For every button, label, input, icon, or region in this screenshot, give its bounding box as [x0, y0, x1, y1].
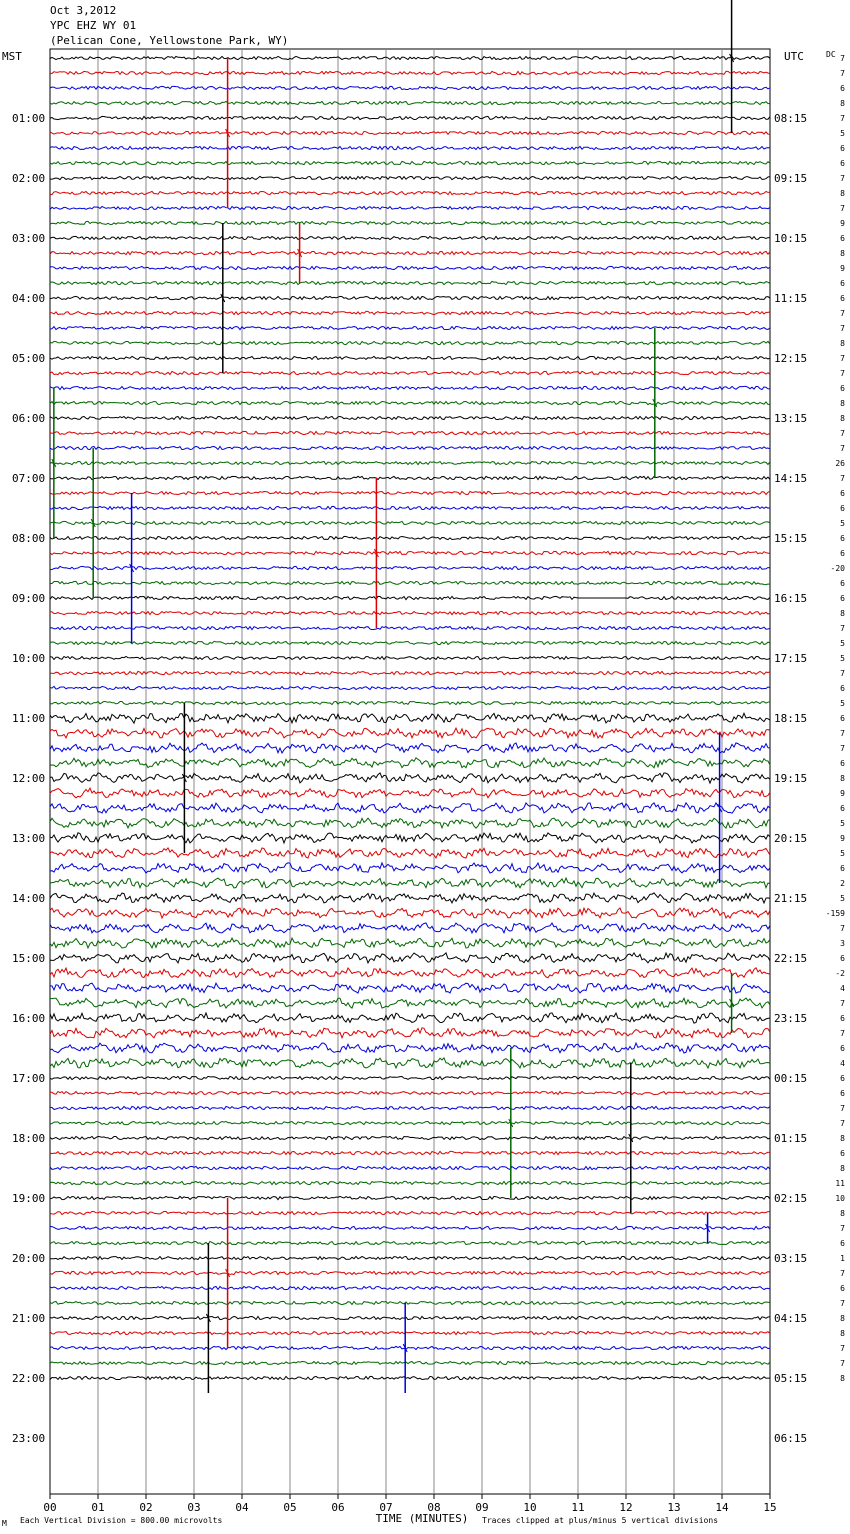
dc-offset-label: 5	[840, 639, 845, 648]
dc-offset-label: 8	[840, 1314, 845, 1323]
trace-line	[50, 281, 770, 284]
trace-line	[50, 818, 770, 828]
dc-offset-label: 5	[840, 699, 845, 708]
dc-offset-label: 8	[840, 774, 845, 783]
dc-offset-label: 6	[840, 594, 845, 603]
utc-hour-label: 19:15	[774, 772, 808, 785]
dc-offset-label: 6	[840, 84, 845, 93]
dc-offset-label: 6	[840, 534, 845, 543]
trace-line	[50, 431, 770, 434]
trace-line	[50, 641, 770, 644]
x-tick-label: 11	[571, 1501, 585, 1514]
trace-line	[50, 626, 770, 629]
dc-offset-label: 7	[840, 309, 845, 318]
utc-hour-label: 13:15	[774, 412, 808, 425]
dc-offset-label: 8	[840, 1209, 845, 1218]
trace-line	[50, 551, 770, 554]
trace-line	[50, 713, 770, 723]
trace-line	[50, 1013, 770, 1023]
dc-offset-label: 6	[840, 279, 845, 288]
dc-offset-label: 7	[840, 324, 845, 333]
trace-line	[50, 1106, 770, 1109]
trace-line	[50, 1226, 770, 1229]
x-tick-label: 06	[331, 1501, 345, 1514]
trace-line	[50, 401, 770, 404]
dc-offset-label: 6	[840, 759, 845, 768]
utc-hour-label: 10:15	[774, 232, 808, 245]
utc-hour-label: 01:15	[774, 1132, 808, 1145]
utc-hour-label: 08:15	[774, 112, 808, 125]
x-tick-label: 02	[139, 1501, 153, 1514]
mst-hour-label: 19:00	[12, 1192, 46, 1205]
dc-offset-label: 6	[840, 804, 845, 813]
dc-offset-label: 6	[840, 864, 845, 873]
trace-line	[50, 1376, 770, 1379]
trace-line	[50, 1286, 770, 1289]
dc-offset-label: 6	[840, 1044, 845, 1053]
mst-hour-label: 06:00	[12, 412, 46, 425]
mst-hour-label: 21:00	[12, 1312, 46, 1325]
trace-line	[50, 938, 770, 948]
dc-offset-label: 7	[840, 1119, 845, 1128]
trace-line	[50, 116, 770, 119]
trace-line	[50, 1136, 770, 1139]
trace-line	[50, 848, 770, 858]
dc-offset-label: 5	[840, 894, 845, 903]
clip-note: Traces clipped at plus/minus 5 vertical divisions	[482, 1516, 719, 1525]
x-tick-label: 08	[427, 1501, 441, 1514]
utc-hour-label: 23:15	[774, 1012, 808, 1025]
mst-hour-label: 09:00	[12, 592, 46, 605]
trace-line	[50, 326, 770, 329]
x-tick-label: 09	[475, 1501, 489, 1514]
trace-line	[50, 191, 770, 194]
trace-line	[50, 1181, 770, 1184]
dc-offset-label: 6	[840, 579, 845, 588]
utc-hour-label: 17:15	[774, 652, 808, 665]
dc-offset-label: 7	[840, 924, 845, 933]
trace-line	[50, 371, 770, 374]
trace-line	[50, 1058, 770, 1068]
x-tick-label: 01	[91, 1501, 105, 1514]
dc-offset-label: -2	[835, 969, 845, 978]
mst-hour-label: 01:00	[12, 112, 46, 125]
trace-line	[50, 686, 770, 689]
utc-hour-label: 04:15	[774, 1312, 808, 1325]
utc-hour-label: 06:15	[774, 1432, 808, 1445]
trace-line	[50, 968, 770, 978]
dc-offset-label: 3	[840, 939, 845, 948]
trace-line	[50, 1271, 770, 1274]
mst-hour-label: 10:00	[12, 652, 46, 665]
dc-offset-label: 7	[840, 1344, 845, 1353]
mst-hour-label: 11:00	[12, 712, 46, 725]
trace-line	[50, 581, 770, 584]
utc-hour-label: 18:15	[774, 712, 808, 725]
dc-offset-label: 8	[840, 189, 845, 198]
dc-offset-label: 2	[840, 879, 845, 888]
trace-line	[50, 1346, 770, 1349]
dc-offset-label: 8	[840, 1374, 845, 1383]
trace-line	[50, 953, 770, 963]
mst-hour-label: 02:00	[12, 172, 46, 185]
trace-line	[50, 341, 770, 344]
trace-line	[50, 536, 770, 539]
utc-hour-label: 02:15	[774, 1192, 808, 1205]
dc-offset-label: 6	[840, 234, 845, 243]
trace-line	[50, 1092, 770, 1095]
dc-offset-label: 7	[840, 429, 845, 438]
utc-hour-label: 12:15	[774, 352, 808, 365]
trace-line	[50, 803, 770, 813]
trace-line	[50, 701, 770, 704]
dc-offset-label: 6	[840, 1074, 845, 1083]
station-code: YPC EHZ WY 01	[50, 19, 137, 32]
trace-line	[50, 728, 770, 738]
trace-line	[50, 1256, 770, 1259]
mst-hour-label: 14:00	[12, 892, 46, 905]
dc-offset-label: 7	[840, 444, 845, 453]
trace-line	[50, 386, 770, 389]
station-location: (Pelican Cone, Yellowstone Park, WY)	[50, 34, 289, 47]
dc-offset-label: 6	[840, 504, 845, 513]
trace-line	[50, 206, 770, 209]
dc-offset-label: 5	[840, 849, 845, 858]
mst-hour-label: 23:00	[12, 1432, 46, 1445]
trace-line	[50, 1241, 770, 1244]
trace-line	[50, 758, 770, 768]
mst-hour-label: 08:00	[12, 532, 46, 545]
trace-line	[50, 1043, 770, 1053]
trace-line	[50, 923, 770, 933]
utc-hour-label: 09:15	[774, 172, 808, 185]
trace-line	[50, 1361, 770, 1364]
utc-hour-label: 20:15	[774, 832, 808, 845]
trace-line	[50, 863, 770, 873]
dc-offset-label: 7	[840, 54, 845, 63]
mst-hour-label: 12:00	[12, 772, 46, 785]
dc-offset-label: 6	[840, 714, 845, 723]
trace-line	[50, 86, 770, 89]
dc-offset-label: 8	[840, 1164, 845, 1173]
trace-line	[50, 416, 770, 419]
trace-line	[50, 983, 770, 993]
trace-line	[50, 521, 770, 524]
dc-offset-label: 7	[840, 1029, 845, 1038]
dc-offset-label: 7	[840, 624, 845, 633]
x-tick-label: 00	[43, 1501, 57, 1514]
trace-line	[50, 878, 770, 888]
mst-hour-label: 20:00	[12, 1252, 46, 1265]
dc-offset-label: 9	[840, 834, 845, 843]
dc-offset-label: 7	[840, 69, 845, 78]
dc-offset-label: 8	[840, 1134, 845, 1143]
trace-line	[50, 176, 770, 179]
scale-note: Each Vertical Division = 800.00 microvolts	[20, 1516, 223, 1525]
dc-offset-label: 5	[840, 654, 845, 663]
dc-offset-label: 6	[840, 294, 845, 303]
trace-line	[50, 1028, 770, 1038]
trace-line	[50, 596, 770, 599]
trace-line	[50, 161, 770, 164]
mst-hour-label: 17:00	[12, 1072, 46, 1085]
dc-offset-label: 7	[840, 1104, 845, 1113]
dc-offset-label: 11	[835, 1179, 845, 1188]
trace-line	[50, 446, 770, 449]
trace-line	[50, 236, 770, 239]
dc-offset-label: 6	[840, 954, 845, 963]
mst-hour-label: 18:00	[12, 1132, 46, 1145]
trace-line	[50, 773, 770, 783]
utc-hour-label: 21:15	[774, 892, 808, 905]
trace-line	[50, 833, 770, 843]
utc-hour-label: 11:15	[774, 292, 808, 305]
dc-offset-label: 8	[840, 399, 845, 408]
dc-offset-label: 7	[840, 1359, 845, 1368]
dc-offset-label: 7	[840, 174, 845, 183]
x-tick-label: 05	[283, 1501, 297, 1514]
trace-line	[50, 743, 770, 753]
dc-offset-label: 6	[840, 1089, 845, 1098]
trace-line	[50, 101, 770, 104]
utc-hour-label: 00:15	[774, 1072, 808, 1085]
dc-offset-label: 4	[840, 984, 845, 993]
dc-offset-label: 6	[840, 159, 845, 168]
trace-line	[50, 491, 770, 494]
dc-offset-label: 6	[840, 684, 845, 693]
x-tick-label: 15	[763, 1501, 777, 1514]
dc-offset-label: 6	[840, 489, 845, 498]
utc-hour-label: 15:15	[774, 532, 808, 545]
dc-offset-label: 7	[840, 1299, 845, 1308]
dc-offset-label: 26	[835, 459, 845, 468]
dc-offset-label: 6	[840, 1014, 845, 1023]
dc-offset-label: -20	[830, 564, 845, 573]
x-tick-label: 13	[667, 1501, 681, 1514]
trace-line	[50, 221, 770, 224]
trace-line	[50, 251, 770, 254]
utc-hour-label: 03:15	[774, 1252, 808, 1265]
grid-lines	[50, 49, 770, 1494]
mst-hour-label: 22:00	[12, 1372, 46, 1385]
mst-hour-label: 04:00	[12, 292, 46, 305]
dc-offset-label: 7	[840, 744, 845, 753]
trace-line	[50, 671, 770, 674]
x-tick-label: 10	[523, 1501, 537, 1514]
x-tick-label: 14	[715, 1501, 729, 1514]
dc-offset-label: 7	[840, 114, 845, 123]
dc-offset-label: 7	[840, 474, 845, 483]
mst-hour-label: 05:00	[12, 352, 46, 365]
mst-hour-label: 03:00	[12, 232, 46, 245]
dc-offset-label: 7	[840, 729, 845, 738]
dc-offset-label: 7	[840, 999, 845, 1008]
trace-line	[50, 311, 770, 314]
trace-line	[50, 506, 770, 509]
left-timezone-label: MST	[2, 50, 22, 63]
trace-line	[50, 1301, 770, 1304]
trace-line	[50, 1316, 770, 1319]
dc-offset-label: 6	[840, 1149, 845, 1158]
x-tick-label: 03	[187, 1501, 201, 1514]
mst-hour-label: 07:00	[12, 472, 46, 485]
dc-offset-label: 7	[840, 204, 845, 213]
utc-hour-label: 14:15	[774, 472, 808, 485]
dc-offset-label: 7	[840, 354, 845, 363]
trace-line	[50, 1166, 770, 1169]
mst-hour-label: 13:00	[12, 832, 46, 845]
x-axis-title: TIME (MINUTES)	[375, 1512, 469, 1525]
dc-offset-label: 8	[840, 609, 845, 618]
trace-line	[50, 56, 770, 59]
x-tick-label: 12	[619, 1501, 633, 1514]
dc-offset-label: 6	[840, 549, 845, 558]
corner-mark: M	[2, 1519, 7, 1528]
mst-hour-label: 15:00	[12, 952, 46, 965]
dc-offset-label: 8	[840, 414, 845, 423]
trace-line	[50, 788, 770, 798]
plot-frame	[50, 49, 770, 1494]
trace-line	[50, 1151, 770, 1154]
dc-offset-label: -159	[825, 909, 845, 918]
dc-offset-label: 1	[840, 1254, 845, 1263]
dc-offset-label: 8	[840, 1329, 845, 1338]
dc-offset-label: 5	[840, 519, 845, 528]
utc-hour-label: 16:15	[774, 592, 808, 605]
trace-line	[50, 1196, 770, 1199]
dc-offset-label: 5	[840, 129, 845, 138]
dc-offset-label: 7	[840, 1269, 845, 1278]
x-tick-label: 04	[235, 1501, 249, 1514]
right-timezone-label: UTC	[784, 50, 804, 63]
trace-line	[50, 1331, 770, 1334]
trace-line	[50, 893, 770, 903]
trace-line	[50, 146, 770, 149]
trace-line	[50, 296, 770, 299]
trace-line	[50, 131, 770, 134]
dc-offset-label: 6	[840, 384, 845, 393]
trace-group	[50, 56, 770, 1379]
x-tick-label: 07	[379, 1501, 393, 1514]
trace-line	[50, 476, 770, 479]
dc-offset-label: 7	[840, 369, 845, 378]
trace-line	[50, 1121, 770, 1124]
dc-offset-label: 10	[835, 1194, 845, 1203]
utc-hour-label: 22:15	[774, 952, 808, 965]
dc-offset-label: 5	[840, 819, 845, 828]
dc-offset-label: 8	[840, 99, 845, 108]
dc-offset-label: 6	[840, 144, 845, 153]
trace-line	[50, 998, 770, 1008]
dc-header-label: DC	[826, 50, 836, 59]
mst-hour-label: 16:00	[12, 1012, 46, 1025]
trace-line	[50, 566, 770, 569]
dc-offset-label: 9	[840, 219, 845, 228]
trace-line	[50, 1211, 770, 1214]
utc-hour-label: 05:15	[774, 1372, 808, 1385]
dc-offset-label: 6	[840, 1284, 845, 1293]
dc-offset-label: 8	[840, 249, 845, 258]
plot-date: Oct 3,2012	[50, 4, 117, 17]
trace-line	[50, 461, 770, 464]
dc-offset-label: 9	[840, 264, 845, 273]
trace-line	[50, 71, 770, 74]
trace-line	[50, 356, 770, 359]
dc-offset-label: 7	[840, 1224, 845, 1233]
dc-offset-label: 8	[840, 339, 845, 348]
trace-line	[50, 657, 770, 660]
trace-line	[50, 611, 770, 614]
dc-offset-label: 6	[840, 1239, 845, 1248]
dc-offset-label: 4	[840, 1059, 845, 1068]
dc-offset-label: 7	[840, 669, 845, 678]
trace-line	[50, 1076, 770, 1079]
trace-line	[50, 266, 770, 269]
dc-offset-label: 9	[840, 789, 845, 798]
trace-line	[50, 908, 770, 918]
